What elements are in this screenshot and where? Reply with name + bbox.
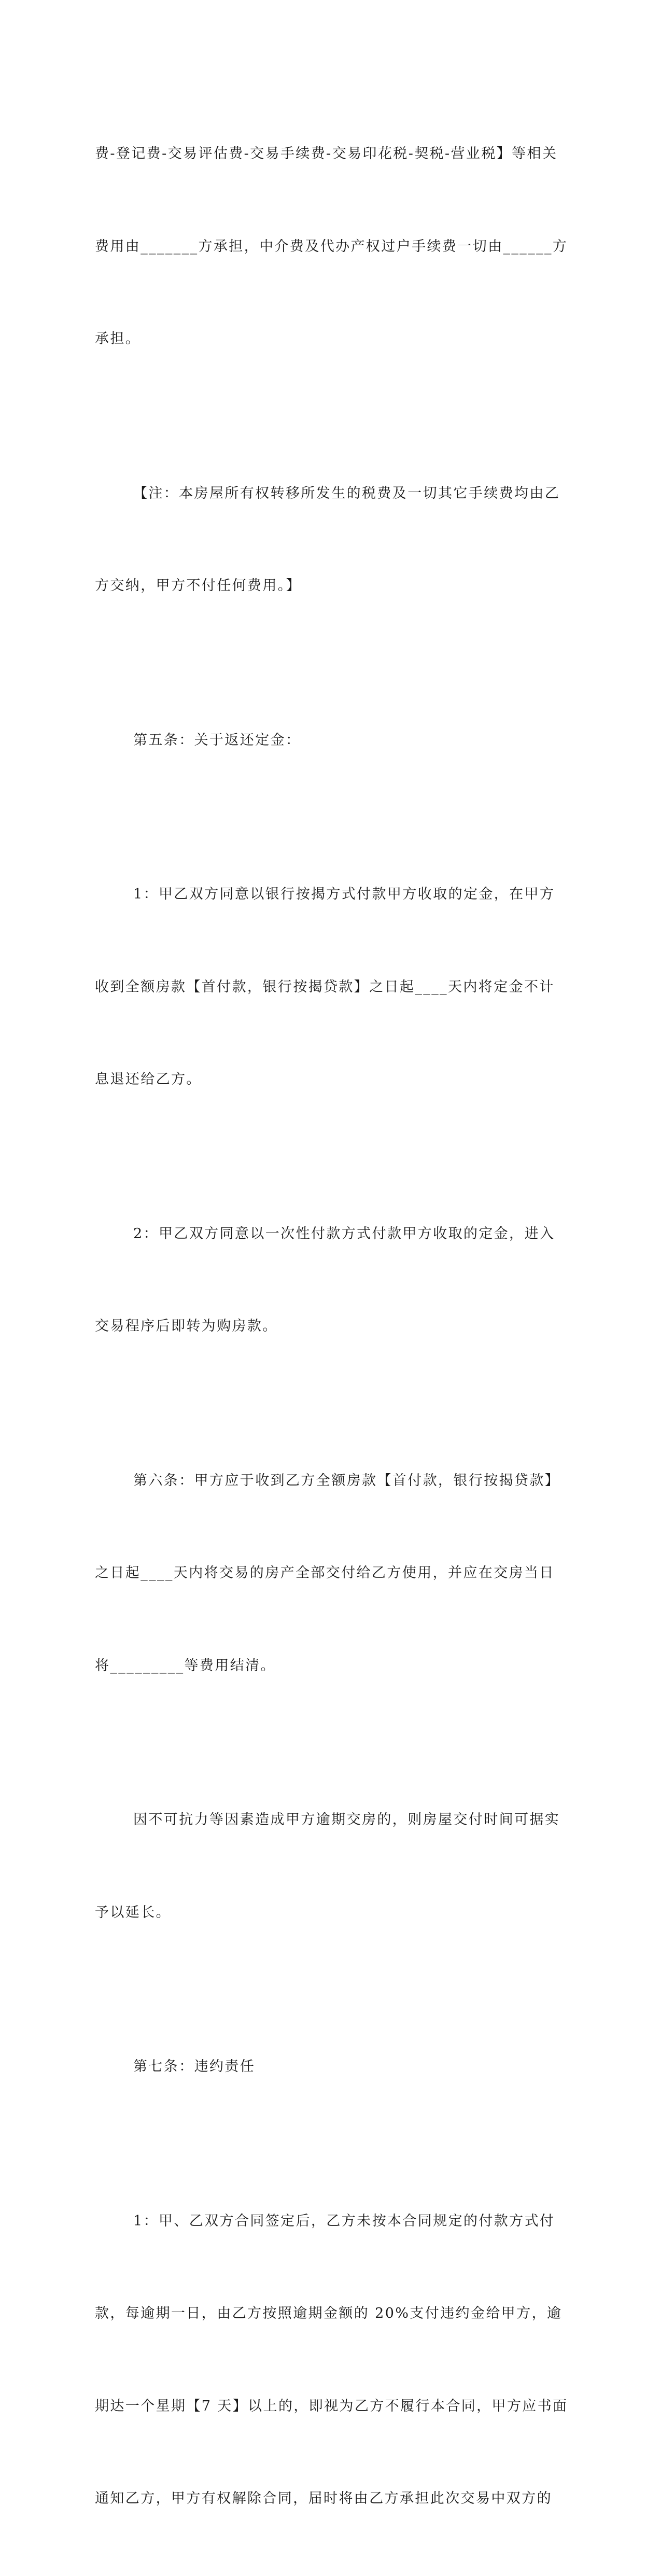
text-line: 费-登记费-交易评估费-交易手续费-交易印花税-契税-营业税】等相关 [95, 146, 558, 162]
text-line: 交易程序后即转为购房款。 [95, 1318, 278, 1334]
article-7-clause-1 [95, 2144, 568, 2576]
text-line: 予以延长。 [95, 1904, 171, 1921]
text-line: 通知乙方，甲方有权解除合同，届时将由乙方承担此次交易中双方的 [95, 2490, 552, 2507]
contract-body [95, 77, 568, 2576]
text-line: 之日起____天内将交易的房产全部交付给乙方使用，并应在交房当日 [95, 1565, 555, 1581]
text-line: 【注：本房屋所有权转移所发生的税费及一切其它手续费均由乙 [133, 485, 560, 501]
text-line: 承担。 [95, 331, 141, 347]
text-line: 1：甲、乙双方合同签定后，乙方未按本合同规定的付款方式付 [133, 2213, 555, 2229]
paragraph-note [95, 416, 560, 663]
text-line: 期达一个星期【7 天】以上的，即视为乙方不履行本合同，甲方应书面 [95, 2398, 568, 2414]
text-line: 2：甲乙双方同意以一次性付款方式付款甲方收取的定金，进入 [133, 1225, 555, 1242]
paragraph-fees [95, 77, 568, 416]
text-line: 第六条：甲方应于收到乙方全额房款【首付款，银行按揭贷款】 [133, 1472, 560, 1489]
article-5-clause-1 [95, 817, 555, 1157]
text-line: 款，每逾期一日，由乙方按照逾期金额的 20%支付违约金给甲方，逾 [95, 2305, 562, 2321]
text-line: 将_________等费用结清。 [95, 1657, 276, 1674]
text-line: 第七条：违约责任 [133, 2059, 256, 2075]
text-line: 第五条：关于返还定金： [133, 732, 301, 748]
text-line: 方交纳，甲方不付任何费用。】 [95, 578, 302, 594]
force-majeure-paragraph [95, 1743, 560, 1990]
text-line: 因不可抗力等因素造成甲方逾期交房的，则房屋交付时间可据实 [133, 1812, 560, 1828]
article-5-heading [95, 663, 541, 818]
article-6 [95, 1404, 560, 1743]
article-5-clause-2 [95, 1157, 555, 1404]
article-7-heading [95, 1990, 541, 2144]
text-line: 收到全额房款【首付款，银行按揭贷款】之日起____天内将定金不计 [95, 978, 555, 995]
text-line: 1：甲乙双方同意以银行按揭方式付款甲方收取的定金，在甲方 [133, 886, 555, 902]
text-line: 费用由_______方承担，中介费及代办产权过户手续费一切由______方 [95, 238, 568, 255]
text-line: 息退还给乙方。 [95, 1071, 202, 1087]
